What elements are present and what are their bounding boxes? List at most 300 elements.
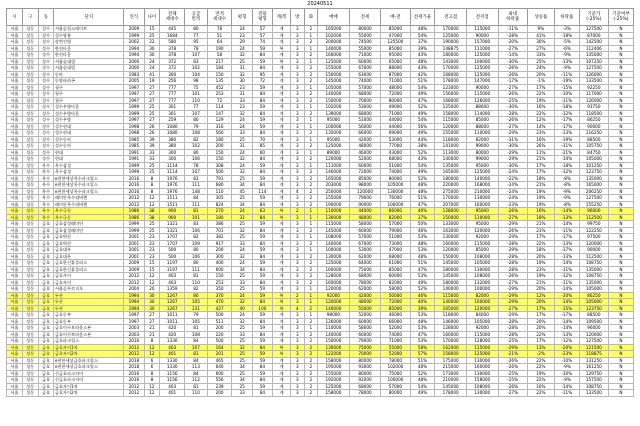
table-cell[interactable]: 금호동부 — [54, 312, 124, 319]
table-cell[interactable]: 95000 — [466, 221, 498, 228]
table-cell[interactable]: 84 — [252, 331, 272, 338]
table-cell[interactable]: 계 — [273, 253, 291, 260]
table-cell[interactable]: 성동 — [22, 130, 38, 137]
table-cell[interactable]: 777 — [160, 97, 185, 104]
table-cell[interactable]: 102000 — [318, 104, 350, 111]
table-cell[interactable]: N — [609, 214, 634, 221]
table-cell[interactable]: 917 — [207, 240, 232, 247]
table-cell[interactable]: 성동 — [22, 240, 38, 247]
table-cell[interactable]: 59 — [252, 123, 272, 130]
table-cell[interactable]: -29% — [498, 286, 527, 293]
table-cell[interactable]: 성동 — [22, 169, 38, 176]
table-cell[interactable]: 84 — [252, 214, 272, 221]
table-cell[interactable]: 158000 — [318, 357, 350, 364]
table-cell[interactable]: 53% — [410, 234, 435, 241]
table-cell[interactable]: 145000 — [435, 383, 467, 390]
table-cell[interactable]: -14% — [554, 318, 579, 325]
table-cell[interactable]: 2012 — [124, 195, 144, 202]
table-cell[interactable]: -9% — [554, 377, 579, 384]
table-cell[interactable]: 48% — [410, 364, 435, 371]
table-cell[interactable]: 110000 — [466, 130, 498, 137]
table-cell[interactable]: 84 — [252, 253, 272, 260]
table-cell[interactable]: 25 — [144, 169, 160, 176]
table-cell[interactable]: 23 — [144, 234, 160, 241]
table-cell[interactable]: 90000 — [466, 84, 498, 91]
table-cell[interactable]: 2 — [304, 344, 318, 351]
table-cell[interactable]: 130000 — [466, 195, 498, 202]
table-cell[interactable]: 계 — [273, 227, 291, 234]
table-cell[interactable]: 1 — [304, 123, 318, 130]
table-cell[interactable]: -26% — [498, 383, 527, 390]
table-cell[interactable]: e편한세상옥수파크힐스 — [54, 175, 124, 182]
table-cell[interactable]: 3 — [291, 331, 305, 338]
table-cell[interactable]: 81 — [185, 351, 208, 358]
table-cell[interactable]: -8% — [554, 182, 579, 189]
table-cell[interactable]: 서울 — [7, 214, 23, 221]
table-cell[interactable]: -30% — [498, 58, 527, 65]
table-cell[interactable]: 1999 — [124, 169, 144, 176]
table-cell[interactable]: 서울 — [7, 39, 23, 46]
table-cell[interactable]: 85000 — [381, 26, 410, 33]
table-cell[interactable]: N — [609, 195, 634, 202]
table-cell[interactable]: 12 — [144, 195, 160, 202]
table-cell[interactable]: 382 — [207, 234, 232, 241]
table-cell[interactable]: 1976 — [160, 175, 185, 182]
table-cell[interactable]: 계 — [273, 104, 291, 111]
table-cell[interactable]: 2 — [304, 331, 318, 338]
table-cell[interactable]: 1 — [304, 286, 318, 293]
table-cell[interactable]: N — [609, 104, 634, 111]
table-cell[interactable]: 40% — [410, 208, 435, 215]
table-cell[interactable]: e편한세상금호파크힐스 — [54, 364, 124, 371]
table-cell[interactable]: 1 — [304, 162, 318, 169]
table-cell[interactable]: 87000 — [579, 32, 608, 39]
table-cell[interactable]: 150000 — [318, 71, 350, 78]
table-cell[interactable]: 성동 — [22, 370, 38, 377]
table-cell[interactable]: 170000 — [435, 195, 467, 202]
table-cell[interactable]: 1998 — [124, 130, 144, 137]
table-cell[interactable]: -29% — [498, 247, 527, 254]
table-cell[interactable]: -10% — [554, 91, 579, 98]
table-cell[interactable]: 140000 — [318, 331, 350, 338]
table-cell[interactable]: 157500 — [579, 377, 608, 384]
table-cell[interactable]: 성동 — [22, 156, 38, 163]
table-cell[interactable]: 21% — [527, 182, 554, 189]
table-cell[interactable]: 1985 — [124, 136, 144, 143]
table-cell[interactable]: 220000 — [435, 182, 467, 189]
table-cell[interactable]: 1994 — [124, 292, 144, 299]
table-cell[interactable]: 70000 — [349, 351, 381, 358]
table-cell[interactable]: 16% — [527, 208, 554, 215]
table-cell[interactable]: 12 — [144, 383, 160, 390]
table-cell[interactable]: 3 — [291, 370, 305, 377]
table-cell[interactable]: 24 — [232, 260, 252, 267]
table-cell[interactable]: 88500 — [579, 312, 608, 319]
table-cell[interactable]: 서울 — [7, 169, 23, 176]
table-cell[interactable]: 성동 — [22, 227, 38, 234]
table-cell[interactable]: 성수동아 — [54, 143, 124, 150]
table-cell[interactable]: 84 — [252, 52, 272, 59]
table-cell[interactable]: 서울 — [7, 188, 23, 195]
table-cell[interactable]: 24 — [232, 208, 252, 215]
table-cell[interactable]: 3 — [291, 149, 305, 156]
table-cell[interactable]: 59 — [252, 357, 272, 364]
table-cell[interactable]: 52% — [410, 149, 435, 156]
table-cell[interactable]: 26 — [144, 123, 160, 130]
table-cell[interactable]: 85000 — [349, 175, 381, 182]
table-cell[interactable]: 67000 — [349, 65, 381, 72]
table-cell[interactable]: N — [609, 286, 634, 293]
table-cell[interactable]: 23% — [527, 130, 554, 137]
table-cell[interactable]: 성동 — [22, 253, 38, 260]
table-cell[interactable]: 1999 — [124, 162, 144, 169]
table-cell[interactable]: 서울 — [7, 195, 23, 202]
table-cell[interactable]: 계 — [273, 195, 291, 202]
table-cell[interactable]: 성수 — [38, 71, 54, 78]
table-cell[interactable]: 114 — [252, 188, 272, 195]
table-cell[interactable]: 25 — [232, 325, 252, 332]
table-cell[interactable]: 180000 — [435, 266, 467, 273]
table-cell[interactable]: 옥수 — [38, 162, 54, 169]
table-cell[interactable]: 164 — [207, 344, 232, 351]
table-cell[interactable]: -11% — [554, 279, 579, 286]
table-cell[interactable]: 77 — [185, 104, 208, 111]
table-cell[interactable]: N — [609, 331, 634, 338]
table-cell[interactable]: 150000 — [435, 253, 467, 260]
table-cell[interactable]: 128000 — [435, 208, 467, 215]
table-cell[interactable]: 2000 — [124, 58, 144, 65]
table-cell[interactable]: 8 — [144, 175, 160, 182]
table-cell[interactable]: 1 — [304, 32, 318, 39]
table-cell[interactable]: 1997 — [124, 318, 144, 325]
table-cell[interactable]: 성동 — [22, 78, 38, 85]
table-cell[interactable]: 85000 — [381, 305, 410, 312]
table-cell[interactable]: 옥수 — [38, 214, 54, 221]
table-cell[interactable]: 3 — [291, 156, 305, 163]
table-cell[interactable]: 2 — [304, 364, 318, 371]
table-cell[interactable]: 금호 — [38, 253, 54, 260]
table-cell[interactable]: 259 — [160, 117, 185, 124]
table-cell[interactable]: 성수 — [38, 32, 54, 39]
table-cell[interactable]: 23 — [232, 84, 252, 91]
table-cell[interactable]: 서울 — [7, 383, 23, 390]
table-cell[interactable]: 160000 — [318, 266, 350, 273]
table-cell[interactable]: 155250 — [579, 201, 608, 208]
table-cell[interactable]: 200 — [207, 143, 232, 150]
table-cell[interactable]: N — [609, 71, 634, 78]
table-cell[interactable]: 금호삼성래미안 — [54, 227, 124, 234]
table-cell[interactable]: 44000 — [381, 117, 410, 124]
table-cell[interactable]: 80000 — [349, 370, 381, 377]
table-cell[interactable]: 250000 — [318, 188, 350, 195]
table-cell[interactable]: 168000 — [466, 182, 498, 189]
table-cell[interactable]: 139000 — [318, 110, 350, 117]
table-cell[interactable]: 12 — [144, 351, 160, 358]
table-cell[interactable]: -27% — [498, 279, 527, 286]
table-cell[interactable]: 2018 — [124, 364, 144, 371]
table-cell[interactable]: 150000 — [318, 97, 350, 104]
table-cell[interactable]: 금호 — [38, 390, 54, 397]
table-cell[interactable]: N — [609, 32, 634, 39]
table-cell[interactable]: -28% — [498, 325, 527, 332]
table-cell[interactable]: 성동 — [22, 312, 38, 319]
table-cell[interactable]: 110 — [185, 390, 208, 397]
table-cell[interactable]: 17% — [527, 84, 554, 91]
table-cell[interactable]: 52000 — [381, 351, 410, 358]
table-cell[interactable]: 115000 — [466, 26, 498, 33]
table-cell[interactable]: 130000 — [318, 344, 350, 351]
table-cell[interactable]: 53% — [410, 247, 435, 254]
table-cell[interactable]: 59 — [252, 58, 272, 65]
table-cell[interactable]: 1114 — [160, 162, 185, 169]
table-cell[interactable]: 성수우방타운 — [54, 104, 124, 111]
table-cell[interactable]: 21% — [527, 227, 554, 234]
table-cell[interactable]: N — [609, 364, 634, 371]
table-cell[interactable]: 108000 — [466, 253, 498, 260]
table-cell[interactable]: 3 — [291, 390, 305, 397]
table-cell[interactable]: 44000 — [381, 123, 410, 130]
table-cell[interactable]: 300 — [160, 149, 185, 156]
table-cell[interactable]: N — [609, 97, 634, 104]
table-cell[interactable]: 22% — [527, 364, 554, 371]
table-cell[interactable]: 3 — [291, 286, 305, 293]
table-cell[interactable]: 서울 — [7, 71, 23, 78]
table-cell[interactable]: 120000 — [579, 331, 608, 338]
table-cell[interactable]: 2016 — [124, 182, 144, 189]
table-cell[interactable]: 84 — [252, 279, 272, 286]
table-cell[interactable]: N — [609, 84, 634, 91]
table-cell[interactable]: 220 — [207, 331, 232, 338]
table-cell[interactable]: 84 — [252, 390, 272, 397]
table-cell[interactable]: 17% — [527, 162, 554, 169]
table-cell[interactable]: 67000 — [349, 240, 381, 247]
table-cell[interactable]: 25 — [144, 221, 160, 228]
table-cell[interactable]: 금호 — [38, 331, 54, 338]
table-cell[interactable]: 25 — [144, 162, 160, 169]
table-cell[interactable]: -11% — [554, 390, 579, 397]
table-cell[interactable]: 계 — [273, 312, 291, 319]
table-cell[interactable]: 20% — [527, 253, 554, 260]
table-cell[interactable]: 25 — [232, 175, 252, 182]
table-cell[interactable]: 96000 — [579, 208, 608, 215]
table-cell[interactable]: 서울 — [7, 338, 23, 345]
table-cell[interactable]: 66000 — [349, 227, 381, 234]
table-cell[interactable]: 140000 — [318, 45, 350, 52]
table-cell[interactable]: 86250 — [579, 117, 608, 124]
table-cell[interactable]: 성동 — [22, 104, 38, 111]
table-cell[interactable]: 24% — [527, 65, 554, 72]
table-cell[interactable]: 계 — [273, 32, 291, 39]
table-cell[interactable]: 복 — [273, 344, 291, 351]
table-cell[interactable]: 129 — [207, 117, 232, 124]
table-cell[interactable]: 150000 — [318, 338, 350, 345]
table-cell[interactable]: 511 — [207, 318, 232, 325]
table-cell[interactable]: 청구 — [54, 91, 124, 98]
table-cell[interactable]: 서울 — [7, 130, 23, 137]
table-cell[interactable]: 25 — [232, 234, 252, 241]
table-cell[interactable]: 47000 — [381, 32, 410, 39]
table-cell[interactable]: 3 — [291, 117, 305, 124]
table-cell[interactable]: 51000 — [381, 234, 410, 241]
table-cell[interactable]: 30% — [527, 39, 554, 46]
table-cell[interactable]: 금호 — [38, 292, 54, 299]
table-cell[interactable]: 성수 — [38, 143, 54, 150]
table-cell[interactable]: 1267 — [160, 292, 185, 299]
table-cell[interactable]: 2 — [304, 240, 318, 247]
table-cell[interactable]: -29% — [498, 299, 527, 306]
table-cell[interactable]: 금호자이1차 — [54, 383, 124, 390]
table-cell[interactable]: -27% — [498, 305, 527, 312]
table-cell[interactable]: 49% — [410, 390, 435, 397]
table-cell[interactable]: N — [609, 240, 634, 247]
table-cell[interactable]: 162000 — [435, 344, 467, 351]
table-cell[interactable]: 3 — [291, 201, 305, 208]
table-cell[interactable]: 98000 — [318, 312, 350, 319]
table-cell[interactable]: 성동 — [22, 292, 38, 299]
table-cell[interactable]: 88500 — [579, 136, 608, 143]
table-cell[interactable]: -29% — [498, 344, 527, 351]
table-cell[interactable]: -17% — [554, 234, 579, 241]
table-cell[interactable]: 금호자이 — [54, 273, 124, 280]
table-cell[interactable]: 55000 — [349, 305, 381, 312]
table-cell[interactable]: 1 — [304, 58, 318, 65]
table-cell[interactable]: 105750 — [579, 143, 608, 150]
table-cell[interactable]: 성동 — [22, 32, 38, 39]
table-cell[interactable]: 84 — [185, 370, 208, 377]
table-cell[interactable]: 102000 — [318, 32, 350, 39]
table-cell[interactable]: N — [609, 292, 634, 299]
table-cell[interactable]: 25 — [232, 58, 252, 65]
table-cell[interactable]: 239 — [207, 383, 232, 390]
table-cell[interactable]: N — [609, 45, 634, 52]
table-cell[interactable]: 성수 — [38, 97, 54, 104]
table-cell[interactable]: N — [609, 58, 634, 65]
table-cell[interactable]: 서울 — [7, 240, 23, 247]
table-cell[interactable]: 서울 — [7, 26, 23, 33]
table-cell[interactable]: 59 — [252, 292, 272, 299]
table-cell[interactable]: 49% — [410, 91, 435, 98]
table-cell[interactable]: 18% — [527, 175, 554, 182]
table-cell[interactable]: 17% — [527, 169, 554, 176]
table-cell[interactable]: 1707 — [160, 234, 185, 241]
table-cell[interactable]: 51000 — [381, 162, 410, 169]
table-cell[interactable]: 160000 — [466, 201, 498, 208]
table-cell[interactable]: 32 — [232, 344, 252, 351]
table-cell[interactable]: 금호 — [38, 247, 54, 254]
table-cell[interactable]: 금호동부 — [54, 318, 124, 325]
table-cell[interactable]: 114 — [207, 104, 232, 111]
table-cell[interactable]: -26% — [498, 65, 527, 72]
table-cell[interactable]: 17% — [527, 234, 554, 241]
table-cell[interactable]: 1080 — [160, 130, 185, 137]
table-cell[interactable]: 40% — [410, 299, 435, 306]
table-cell[interactable]: 21% — [527, 279, 554, 286]
table-cell[interactable]: N — [609, 351, 634, 358]
table-cell[interactable]: 서울 — [7, 58, 23, 65]
table-cell[interactable]: 150000 — [435, 214, 467, 221]
table-cell[interactable]: 2 — [304, 305, 318, 312]
table-cell[interactable]: 3 — [291, 279, 305, 286]
table-cell[interactable]: 48% — [410, 318, 435, 325]
table-cell[interactable]: 계 — [273, 149, 291, 156]
table-cell[interactable]: 108 — [185, 331, 208, 338]
table-cell[interactable]: 72000 — [381, 299, 410, 306]
table-cell[interactable]: 두산 — [54, 292, 124, 299]
table-cell[interactable]: 52% — [410, 175, 435, 182]
table-cell[interactable]: 76000 — [381, 195, 410, 202]
table-cell[interactable]: 92250 — [579, 84, 608, 91]
table-cell[interactable]: 복 — [273, 214, 291, 221]
table-cell[interactable]: 옥수 — [38, 188, 54, 195]
table-cell[interactable]: N — [609, 318, 634, 325]
table-cell[interactable]: 2012 — [124, 383, 144, 390]
table-cell[interactable]: N — [609, 260, 634, 267]
table-cell[interactable]: 777 — [160, 84, 185, 91]
table-cell[interactable]: 53000 — [349, 247, 381, 254]
table-cell[interactable]: -20% — [554, 292, 579, 299]
table-cell[interactable]: 금호 — [38, 344, 54, 351]
table-cell[interactable]: 145000 — [435, 273, 467, 280]
table-cell[interactable]: 60000 — [381, 273, 410, 280]
table-cell[interactable]: 133500 — [579, 390, 608, 397]
table-cell[interactable]: 1 — [304, 117, 318, 124]
table-cell[interactable]: 계 — [273, 188, 291, 195]
table-cell[interactable]: 옥수극동 — [54, 208, 124, 215]
table-cell[interactable]: 2005 — [124, 78, 144, 85]
table-cell[interactable]: 25 — [232, 195, 252, 202]
table-cell[interactable]: 125000 — [435, 104, 467, 111]
table-cell[interactable]: 3 — [291, 97, 305, 104]
table-cell[interactable]: -11% — [554, 227, 579, 234]
table-cell[interactable]: 68000 — [349, 383, 381, 390]
table-cell[interactable]: 3 — [291, 266, 305, 273]
table-cell[interactable]: -14% — [554, 383, 579, 390]
table-cell[interactable]: 130000 — [381, 188, 410, 195]
table-cell[interactable]: -29% — [498, 149, 527, 156]
table-cell[interactable]: 17% — [527, 338, 554, 345]
table-cell[interactable]: N — [609, 39, 634, 46]
table-cell[interactable]: 372 — [160, 58, 185, 65]
table-cell[interactable]: N — [609, 338, 634, 345]
table-cell[interactable]: 31 — [232, 143, 252, 150]
table-cell[interactable]: 200 — [207, 390, 232, 397]
table-cell[interactable]: 성동 — [22, 123, 38, 130]
table-cell[interactable]: 123750 — [579, 169, 608, 176]
table-cell[interactable]: 90000 — [466, 32, 498, 39]
table-cell[interactable]: 43% — [410, 52, 435, 59]
table-cell[interactable]: 80000 — [349, 357, 381, 364]
table-cell[interactable]: 서울 — [7, 65, 23, 72]
table-cell[interactable]: 3 — [291, 182, 305, 189]
table-cell[interactable]: 33 — [232, 331, 252, 338]
table-cell[interactable]: 82000 — [466, 136, 498, 143]
table-cell[interactable]: 155000 — [318, 370, 350, 377]
table-cell[interactable]: 150 — [207, 149, 232, 156]
table-cell[interactable]: 62000 — [349, 253, 381, 260]
table-cell[interactable]: 83 — [185, 58, 208, 65]
table-cell[interactable]: 8 — [144, 370, 160, 377]
table-cell[interactable]: 서울 — [7, 227, 23, 234]
table-cell[interactable]: 23 — [144, 247, 160, 254]
table-cell[interactable]: 22% — [527, 390, 554, 397]
table-cell[interactable]: N — [609, 279, 634, 286]
table-cell[interactable]: 59 — [252, 273, 272, 280]
table-cell[interactable]: 57 — [252, 32, 272, 39]
table-cell[interactable]: 110 — [185, 279, 208, 286]
table-cell[interactable]: 60000 — [349, 58, 381, 65]
table-cell[interactable]: 금호한신휴플러스 — [54, 260, 124, 267]
table-cell[interactable]: 성동 — [22, 162, 38, 169]
